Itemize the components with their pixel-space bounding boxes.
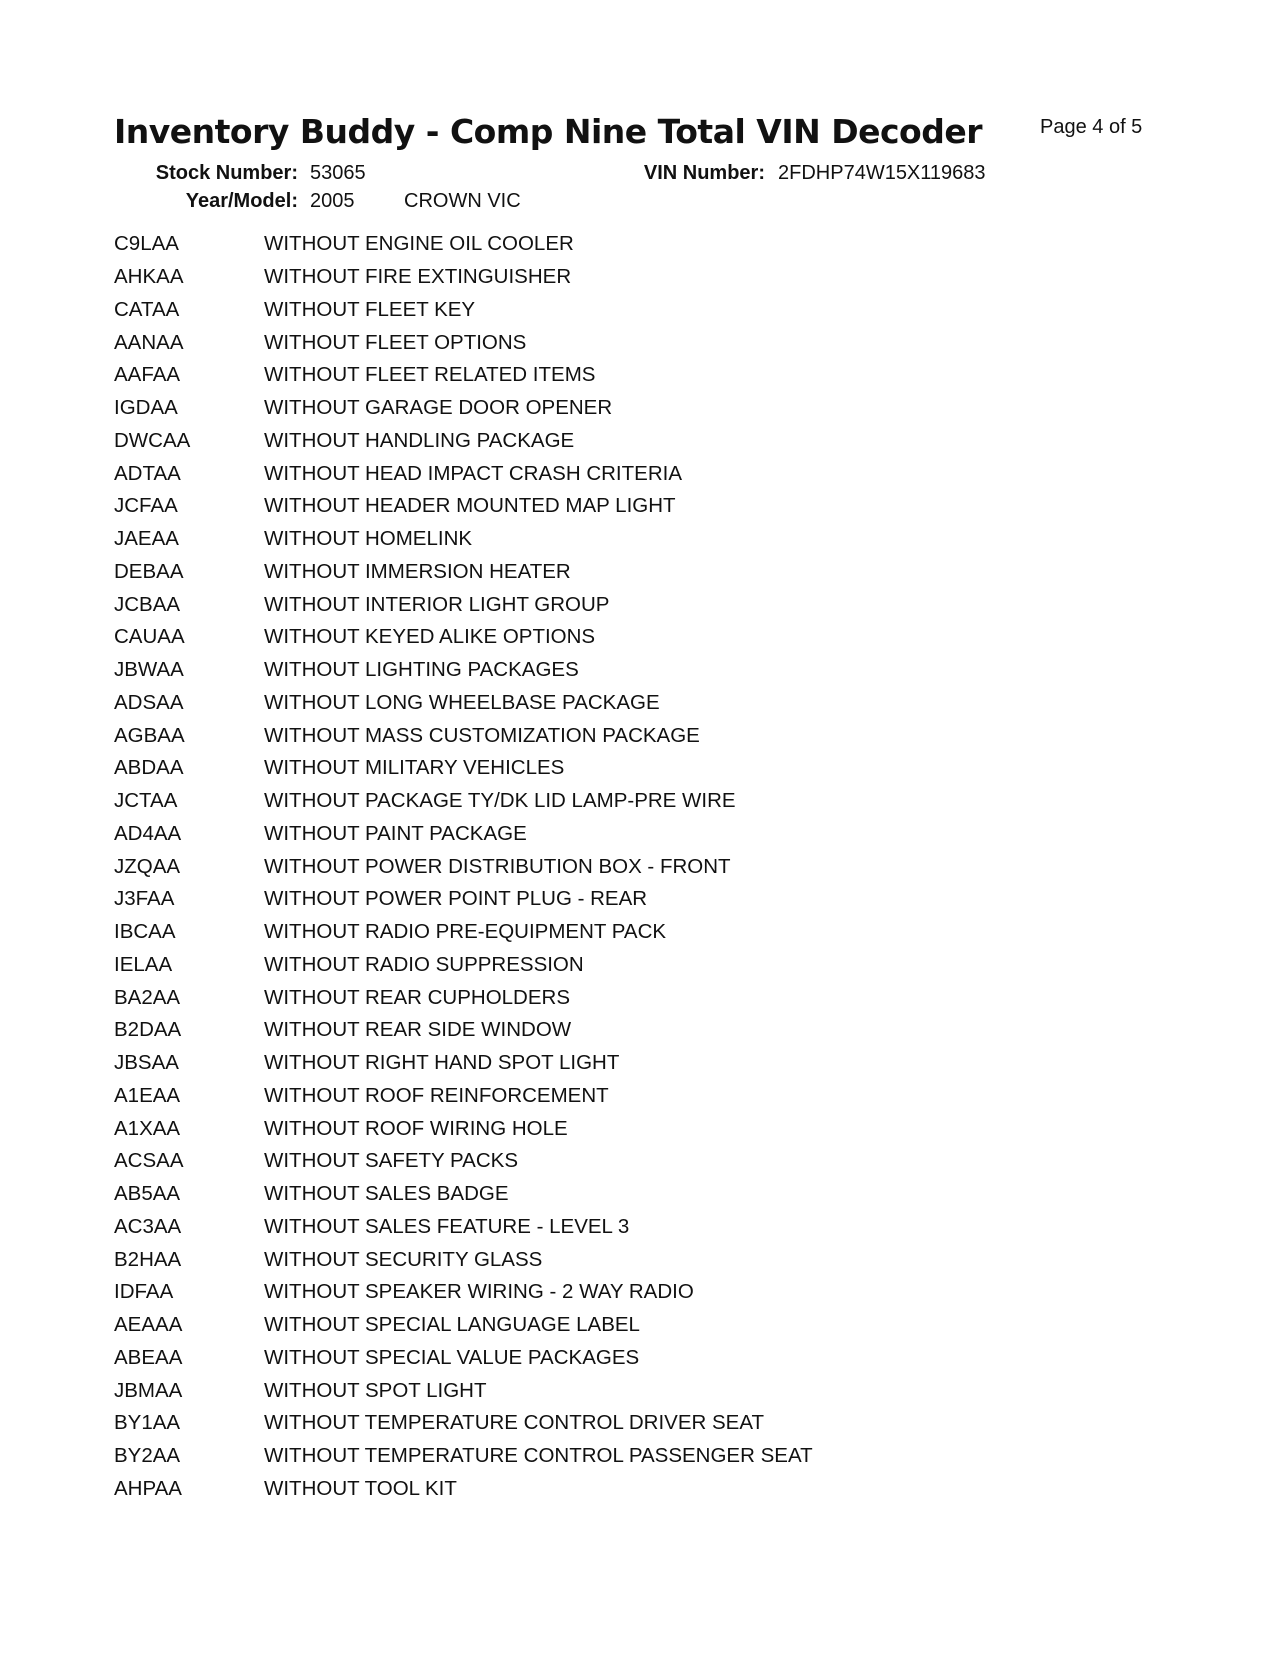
option-row <box>114 850 1114 883</box>
option-row <box>114 326 1114 359</box>
stock-number-label: Stock Number: <box>155 162 298 184</box>
option-row <box>114 1276 1114 1309</box>
option-row <box>114 621 1114 654</box>
option-code: AB5AA <box>114 1182 181 1206</box>
option-code: AGBAA <box>114 723 185 747</box>
option-description: WITHOUT SALES FEATURE - LEVEL 3 <box>264 1214 630 1238</box>
option-code: JZQAA <box>114 854 181 878</box>
option-description: WITHOUT HOMELINK <box>264 527 473 551</box>
option-row <box>114 490 1114 523</box>
option-row <box>114 719 1114 752</box>
option-description: WITHOUT FLEET RELATED ITEMS <box>264 363 596 387</box>
year-value: 2005 <box>310 190 355 212</box>
option-code: JBSAA <box>114 1051 179 1075</box>
option-row <box>114 294 1114 327</box>
option-description: WITHOUT ENGINE OIL COOLER <box>264 232 574 256</box>
option-description: WITHOUT TOOL KIT <box>264 1476 457 1500</box>
option-code: BY2AA <box>114 1444 181 1468</box>
option-description: WITHOUT SECURITY GLASS <box>264 1247 543 1271</box>
option-code: IGDAA <box>114 396 178 420</box>
option-code: B2HAA <box>114 1247 182 1271</box>
option-row <box>114 1407 1114 1440</box>
option-row <box>114 261 1114 294</box>
option-description: WITHOUT REAR CUPHOLDERS <box>264 985 571 1009</box>
option-description: WITHOUT SAFETY PACKS <box>264 1149 519 1173</box>
option-description: WITHOUT GARAGE DOOR OPENER <box>264 396 613 420</box>
option-code: AEAAA <box>114 1313 183 1337</box>
option-code: ABEAA <box>114 1345 183 1369</box>
option-code: ABDAA <box>114 756 184 780</box>
page-indicator: Page 4 of 5 <box>1040 116 1143 138</box>
option-description: WITHOUT HANDLING PACKAGE <box>264 428 575 452</box>
option-row <box>114 818 1114 851</box>
option-code: AANAA <box>114 330 184 354</box>
option-code: IELAA <box>114 952 173 976</box>
year-model-label: Year/Model: <box>185 190 298 212</box>
option-description: WITHOUT KEYED ALIKE OPTIONS <box>264 625 596 649</box>
option-row <box>114 1374 1114 1407</box>
option-description: WITHOUT POWER POINT PLUG - REAR <box>264 887 648 911</box>
option-row <box>114 916 1114 949</box>
option-description: WITHOUT RIGHT HAND SPOT LIGHT <box>264 1051 620 1075</box>
option-description: WITHOUT LIGHTING PACKAGES <box>264 658 579 682</box>
option-description: WITHOUT MASS CUSTOMIZATION PACKAGE <box>264 723 700 747</box>
option-description: WITHOUT FLEET OPTIONS <box>264 330 527 354</box>
option-description: WITHOUT POWER DISTRIBUTION BOX - FRONT <box>264 854 731 878</box>
option-code: A1EAA <box>114 1083 181 1107</box>
option-row <box>114 1342 1114 1375</box>
option-row <box>114 949 1114 982</box>
option-code: ADSAA <box>114 690 184 714</box>
option-description: WITHOUT PAINT PACKAGE <box>264 821 527 845</box>
option-code: ADTAA <box>114 461 181 485</box>
option-code: BY1AA <box>114 1411 181 1435</box>
option-code: AD4AA <box>114 821 182 845</box>
option-row <box>114 785 1114 818</box>
option-code: A1XAA <box>114 1116 181 1140</box>
document-title: Inventory Buddy - Comp Nine Total VIN Decoder <box>114 112 982 151</box>
option-description: WITHOUT HEAD IMPACT CRASH CRITERIA <box>264 461 682 485</box>
option-row <box>114 654 1114 687</box>
option-row <box>114 883 1114 916</box>
option-description: WITHOUT REAR SIDE WINDOW <box>264 1018 572 1042</box>
option-row <box>114 1047 1114 1080</box>
option-code: IDFAA <box>114 1280 174 1304</box>
option-description: WITHOUT ROOF REINFORCEMENT <box>264 1083 609 1107</box>
model-value: CROWN VIC <box>404 190 521 212</box>
option-code: JBWAA <box>114 658 184 682</box>
option-code: J3FAA <box>114 887 175 911</box>
option-row <box>114 687 1114 720</box>
option-description: WITHOUT INTERIOR LIGHT GROUP <box>264 592 610 616</box>
option-code: JCTAA <box>114 789 178 813</box>
option-row <box>114 981 1114 1014</box>
option-description: WITHOUT RADIO SUPPRESSION <box>264 952 584 976</box>
option-row <box>114 1309 1114 1342</box>
option-code: JBMAA <box>114 1378 183 1402</box>
option-description: WITHOUT SPECIAL VALUE PACKAGES <box>264 1345 640 1369</box>
option-row <box>114 523 1114 556</box>
option-row <box>114 1440 1114 1473</box>
vin-number-value: 2FDHP74W15X119683 <box>778 162 986 184</box>
option-row <box>114 392 1114 425</box>
option-row <box>114 1145 1114 1178</box>
option-row <box>114 1243 1114 1276</box>
option-description: WITHOUT ROOF WIRING HOLE <box>264 1116 568 1140</box>
option-row <box>114 1112 1114 1145</box>
option-description: WITHOUT SPOT LIGHT <box>264 1378 487 1402</box>
option-row <box>114 1211 1114 1244</box>
option-row <box>114 228 1114 261</box>
option-description: WITHOUT RADIO PRE-EQUIPMENT PACK <box>264 920 667 944</box>
option-description: WITHOUT TEMPERATURE CONTROL DRIVER SEAT <box>264 1411 765 1435</box>
option-code: DEBAA <box>114 559 184 583</box>
option-code: BA2AA <box>114 985 181 1009</box>
option-code: JAEAA <box>114 527 179 551</box>
option-description: WITHOUT SALES BADGE <box>264 1182 509 1206</box>
option-code: AAFAA <box>114 363 181 387</box>
option-row <box>114 556 1114 589</box>
option-code-list <box>114 228 1114 1505</box>
option-description: WITHOUT FIRE EXTINGUISHER <box>264 265 572 289</box>
option-code: JCBAA <box>114 592 181 616</box>
option-row <box>114 1080 1114 1113</box>
vin-number-label: VIN Number: <box>643 162 765 184</box>
option-description: WITHOUT SPECIAL LANGUAGE LABEL <box>264 1313 640 1337</box>
option-description: WITHOUT FLEET KEY <box>264 297 476 321</box>
option-description: WITHOUT TEMPERATURE CONTROL PASSENGER SEAT <box>264 1444 813 1468</box>
option-code: ACSAA <box>114 1149 184 1173</box>
option-code: AHKAA <box>114 265 184 289</box>
option-row <box>114 457 1114 490</box>
option-code: DWCAA <box>114 428 191 452</box>
option-code: CAUAA <box>114 625 185 649</box>
option-code: JCFAA <box>114 494 178 518</box>
option-row <box>114 1014 1114 1047</box>
option-code: C9LAA <box>114 232 179 256</box>
stock-number-value: 53065 <box>310 162 366 184</box>
option-row <box>114 425 1114 458</box>
option-description: WITHOUT HEADER MOUNTED MAP LIGHT <box>264 494 676 518</box>
option-row <box>114 752 1114 785</box>
option-row <box>114 1178 1114 1211</box>
option-description: WITHOUT PACKAGE TY/DK LID LAMP-PRE WIRE <box>264 789 736 813</box>
option-code: B2DAA <box>114 1018 182 1042</box>
option-code: CATAA <box>114 297 180 321</box>
option-code: AC3AA <box>114 1214 182 1238</box>
option-row <box>114 1473 1114 1506</box>
option-row <box>114 359 1114 392</box>
option-code: IBCAA <box>114 920 176 944</box>
option-code: AHPAA <box>114 1476 182 1500</box>
option-description: WITHOUT LONG WHEELBASE PACKAGE <box>264 690 660 714</box>
option-description: WITHOUT SPEAKER WIRING - 2 WAY RADIO <box>264 1280 694 1304</box>
option-row <box>114 588 1114 621</box>
option-description: WITHOUT IMMERSION HEATER <box>264 559 571 583</box>
option-description: WITHOUT MILITARY VEHICLES <box>264 756 565 780</box>
